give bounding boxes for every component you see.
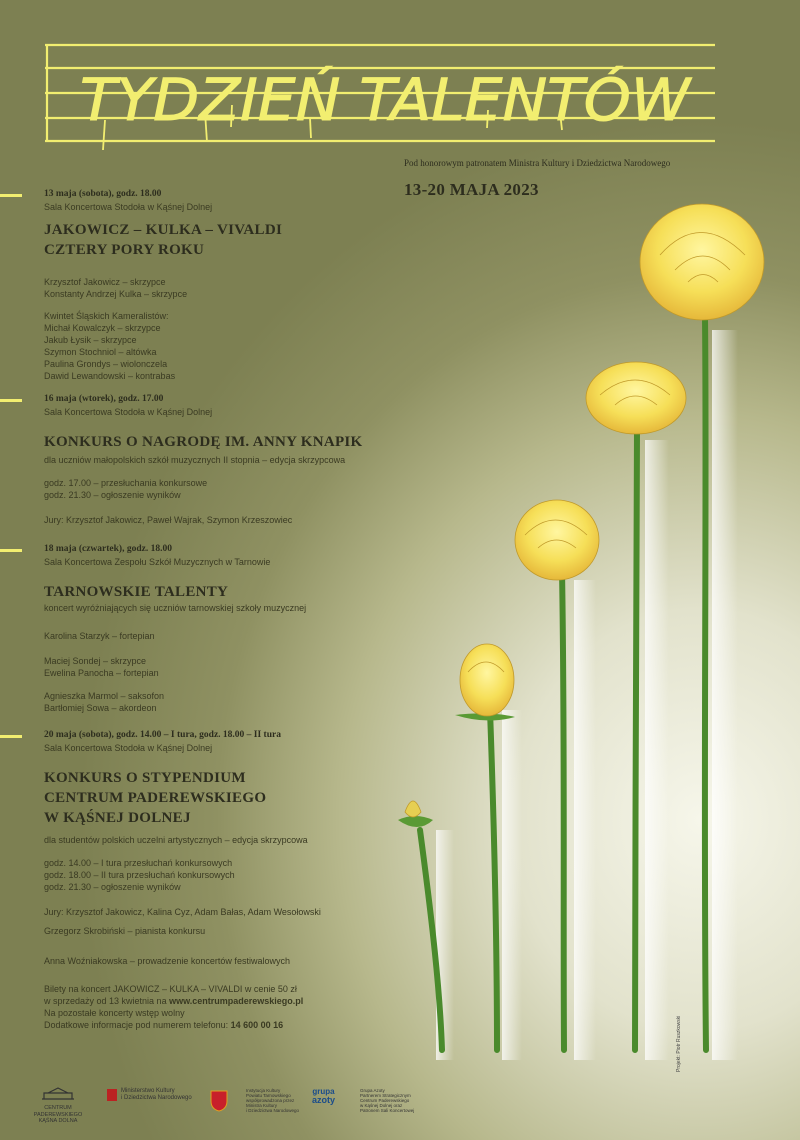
event-4-jury: Jury: Krzysztof Jakowicz, Kalina Cyz, Adam Bałas, Adam Wesołowski — [44, 907, 321, 917]
event-2-subtitle: dla uczniów małopolskich szkół muzycznych II stopnia – edycja skrzypcowa — [44, 455, 346, 465]
event-2-datetime: 16 maja (wtorek), godz. 17.00 — [44, 394, 164, 404]
building-icon — [40, 1086, 76, 1100]
event-3-title: TARNOWSKIE TALENTY — [44, 584, 229, 600]
event-4-schedule: godz. 14.00 – I tura przesłuchań konkursowych godz. 18.00 – II tura przesłuchań konkursowych godz. 21.30 – ogłoszenie wyników — [44, 858, 235, 892]
event-4-pianist: Grzegorz Skrobiński – pianista konkursu — [44, 926, 206, 936]
event-3-subtitle: koncert wyróżniających się uczniów tarnowskiej szkoły muzycznej — [44, 603, 307, 613]
event-1-performers: Krzysztof Jakowicz – skrzypce Konstanty Andrzej Kulka – skrzypce — [44, 277, 188, 299]
ticket-info: Bilety na koncert JAKOWICZ – KULKA – VIVALDI w cenie 50 zł w sprzedaży od 13 kwietnia na www.centrumpaderewskiego.pl Na pozostałe koncerty wstęp wolny Dodatkowe informacje pod numerem telefonu: 14 600 00 16 — [44, 984, 304, 1030]
website-link[interactable]: www.centrumpaderewskiego.pl — [169, 996, 304, 1006]
event-4-datetime: 20 maja (sobota), godz. 14.00 – I tura, godz. 18.00 – II tura — [44, 730, 281, 740]
section-marker — [0, 549, 22, 552]
event-2-schedule: godz. 17.00 – przesłuchania konkursowe godz. 21.30 – ogłoszenie wyników — [44, 478, 208, 500]
event-2-jury: Jury: Krzysztof Jakowicz, Paweł Wajrak, Szymon Krzeszowiec — [44, 515, 293, 525]
event-3-duo-2: Agnieszka Marmol – saksofon Bartłomiej Sowa – akordeon — [44, 691, 165, 713]
patronage-note: Pod honorowym patronatem Ministra Kultury i Dziedzictwa Narodowego — [404, 158, 671, 168]
festival-dates: 13-20 MAJA 2023 — [404, 180, 539, 199]
event-2-venue: Sala Koncertowa Stodoła w Kąśnej Dolnej — [44, 407, 213, 417]
county-note: Instytucja Kultury Powiatu Tarnowskiego współprowadzona przez Ministra Kultury i Dziedzictwa Narodowego — [246, 1088, 300, 1113]
section-marker — [0, 194, 22, 197]
festival-title: TYDZIEŃ TALENTÓW — [80, 66, 672, 134]
section-marker — [0, 735, 22, 738]
event-1-venue: Sala Koncertowa Stodoła w Kąśnej Dolnej — [44, 202, 213, 212]
county-coat-of-arms — [210, 1090, 228, 1117]
ministry-logo: Ministerstwo Kultury i Dziedzictwa Narodowego — [106, 1088, 196, 1102]
event-3-performer: Karolina Starzyk – fortepian — [44, 631, 155, 641]
event-1-title: JAKOWICZ – KULKA – VIVALDI CZTERY PORY ROKU — [44, 222, 283, 258]
event-2-title: KONKURS O NAGRODĘ IM. ANNY KNAPIK — [44, 434, 363, 450]
phone-number: 14 600 00 16 — [230, 1020, 284, 1030]
event-3-duo-1: Maciej Sondej – skrzypce Ewelina Panocha – fortepian — [44, 656, 159, 678]
paderewski-logo: CENTRUM PADEREWSKIEGO KĄŚNA DOLNA — [28, 1086, 88, 1125]
section-marker — [0, 399, 22, 402]
shield-icon — [210, 1090, 228, 1112]
event-4-subtitle: dla studentów polskich uczelni artystycznych – edycja skrzypcowa — [44, 835, 308, 845]
design-credit: Projekt: Piotr Ruszkowski — [676, 1015, 682, 1072]
host-note: Anna Woźniakowska – prowadzenie koncertów festiwalowych — [44, 956, 290, 966]
event-3-venue: Sala Koncertowa Zespołu Szkół Muzycznych w Tarnowie — [44, 557, 271, 567]
event-4-venue: Sala Koncertowa Stodoła w Kąśnej Dolnej — [44, 743, 213, 753]
event-4-title: KONKURS O STYPENDIUM CENTRUM PADEREWSKIEGO W KĄŚNEJ DOLNEJ — [44, 770, 267, 826]
event-1-datetime: 13 maja (sobota), godz. 18.00 — [44, 189, 162, 199]
eagle-icon — [106, 1088, 118, 1102]
event-1-ensemble: Kwintet Śląskich Kameralistów: Michał Kowalczyk – skrzypce Jakub Łysik – skrzypce Szymon Stochniol – altówka Paulina Grondys – wiolonczela Dawid Lewandowski – kontrabas — [44, 311, 176, 381]
azoty-note: Grupa Azoty Partnerem Strategicznym Centrum Paderewskiego w Kąśnej Dolnej oraz Patronem Sali Koncertowej — [360, 1088, 415, 1113]
event-3-datetime: 18 maja (czwartek), godz. 18.00 — [44, 544, 172, 554]
azoty-logo: grupa azoty — [312, 1087, 336, 1105]
